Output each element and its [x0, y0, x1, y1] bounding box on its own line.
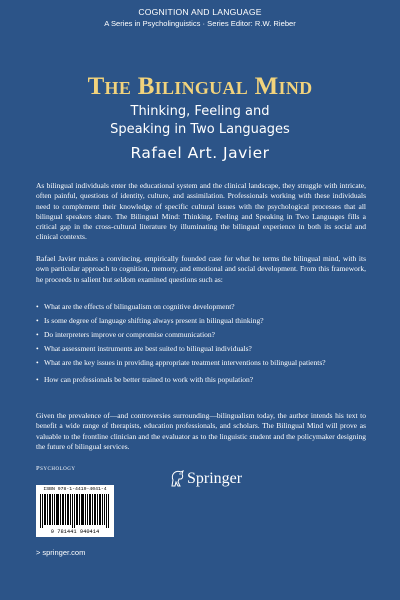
question-item: • What are the effects of bilingualism on cognitive development?	[36, 302, 366, 312]
url-text: springer.com	[42, 548, 86, 557]
publisher-url[interactable]	[36, 548, 85, 557]
question-item: • What are the key issues in providing appropriate treatment interventions to bilingual patients?	[36, 358, 366, 368]
arrow-icon: >	[36, 548, 41, 557]
barcode-icon	[40, 494, 110, 528]
question-item: • Do interpreters improve or compromise communication?	[36, 330, 366, 340]
book-title: The Bilingual Mind	[87, 73, 313, 100]
publisher-name: Springer	[187, 470, 243, 487]
springer-horse-icon	[169, 470, 185, 488]
author-name: Rafael Art. Javier	[130, 144, 270, 162]
question-list	[36, 302, 366, 389]
question-item: • What assessment instruments are best suited to bilingual individuals?	[36, 344, 366, 354]
publisher-logo	[169, 470, 269, 488]
ean-number: 9 781441 940414	[50, 529, 100, 535]
series-title: COGNITION AND LANGUAGE	[138, 7, 262, 17]
book-subtitle-line1: Thinking, Feeling and	[130, 104, 270, 119]
description-paragraph-1: As bilingual individuals enter the educational system and the clinical landscape, they struggle with intricate, often painful, questions of identity, culture, and assimilation. Professionals working with these individuals need to complement their knowledge of specific cultural issues with the psychological processes that all bilingual speakers share. The Bilingual Mind: Thinking, Feeling and Speaking in Two Languages fills a critical gap in the cross-cultural literature by illuminating the bilingual experience in both its social and clinical contexts.	[36, 181, 366, 242]
description-paragraph-3: Given the prevalence of—and controversies surrounding—bilingualism today, the author intends his text to benefit a wide range of therapists, education professionals, and scholars. The Bilingual Mind will prove as valuable to the frontline clinician and the evaluator as to the linguistic student and the policymaker designing the future of bilingual services.	[36, 411, 366, 451]
question-item: • How can professionals be better trained to work with this population?	[36, 375, 366, 385]
question-item: • Is some degree of language shifting always present in bilingual thinking?	[36, 316, 366, 326]
barcode	[36, 485, 114, 537]
book-subtitle-line2: Speaking in Two Languages	[110, 122, 290, 137]
isbn-number: ISBN 978-1-4419-4041-4	[43, 487, 107, 492]
series-subtitle: A Series in Psycholinguistics · Series Editor: R.W. Rieber	[104, 19, 296, 28]
description-paragraph-2: Rafael Javier makes a convincing, empirically founded case for what he terms the bilingual mind, with its own particular approach to cognition, memory, and emotional and social development. From this framework, he proceeds to salient but seldom examined questions such as:	[36, 254, 366, 284]
subject-category: Psychology	[36, 465, 76, 472]
